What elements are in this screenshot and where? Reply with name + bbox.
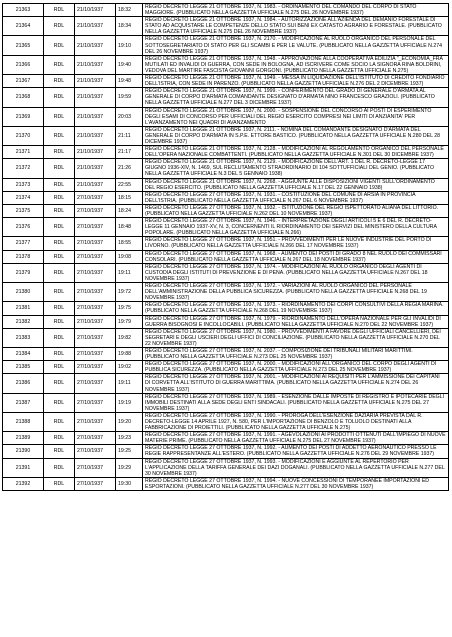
row-number: 21375 [3, 204, 44, 217]
act-date: 27/10/1937 [75, 477, 116, 490]
act-type: RDL [44, 477, 75, 490]
act-title: REGIO DECRETO LEGGE 21 OTTOBRE 1937, N. 2268. - AGGIUNTE ALLE DISPOSIZIONI VIGENTI SULL'ORDINAMENTO DEL REGIO ESERCITO. (PUBBLICATO NELLA GAZZETTA UFFICIALE N.17 DEL 22 GENNAIO 1938) [143, 178, 449, 191]
act-type: RDL [44, 445, 75, 458]
act-time: 21:17 [116, 146, 143, 159]
table-row [3, 55, 449, 74]
act-title: REGIO DECRETO LEGGE 21 OTTOBRE 1937, N. 2000. - SOSPENSIONE DEL CONCORSO AI POSTI DI ESPERIMENTO DEGLI ESAMI DI CONCORSO PER UFFICIALI DEL REGIO ESERCITO COMPRESI NEI LIMITI DI ANZIANITA' PER L'AVANZAMENTO NEI QUADRI DI AVANZAMENTO [143, 107, 449, 126]
act-type: RDL [44, 315, 75, 328]
act-date: 21/10/1937 [75, 146, 116, 159]
act-title: REGIO DECRETO LEGGE 21 OTTOBRE 1937, N. 1949. - MESSA IN LIQUIDAZIONE DELL'ISTITUTO DI CREDITO FONDIARIO DELL'ISTRIA, CON SEDE IN PARENZO. (PUBBLICATO NELLA GAZZETTA UFFICIALE N.276 DEL 2 DICEMBRE 1937) [143, 75, 449, 88]
row-number: 21381 [3, 302, 44, 315]
act-date: 21/10/1937 [75, 126, 116, 145]
act-title: REGIO DECRETO LEGGE 27 OTTOBRE 1937, N. 1968. - AUMENTO DEI POSTI DI GRADO 8 NEL RUOLO DEI COMMISSARI CONSOLARI. (PUBBLICATO NELLA GAZZETTA UFFICIALE N.267 DEL 18 NOVEMBRE 1937) [143, 250, 449, 263]
row-number: 21368 [3, 88, 44, 107]
table-row [3, 361, 449, 374]
act-date: 27/10/1937 [75, 204, 116, 217]
act-type: RDL [44, 328, 75, 347]
row-number: 21388 [3, 412, 44, 431]
row-number: 21384 [3, 347, 44, 360]
act-time: 22:55 [116, 178, 143, 191]
act-time: 18:48 [116, 218, 143, 237]
row-number: 21377 [3, 237, 44, 250]
row-number: 21374 [3, 191, 44, 204]
act-time: 19:19 [116, 393, 143, 412]
act-type: RDL [44, 374, 75, 393]
act-time: 19:82 [116, 328, 143, 347]
act-time: 19:08 [116, 250, 143, 263]
table-row [3, 107, 449, 126]
act-date: 27/10/1937 [75, 328, 116, 347]
table-row [3, 237, 449, 250]
act-date: 27/10/1937 [75, 445, 116, 458]
row-number: 21370 [3, 126, 44, 145]
act-type: RDL [44, 204, 75, 217]
table-row [3, 88, 449, 107]
act-type: RDL [44, 361, 75, 374]
act-title: REGIO DECRETO LEGGE 27 OTTOBRE 1937, N. 1946. - INTERPRETAZIONE DEGLI ARTICOLI 5 E 6 DEL R. DECRETO-LEGGE 11 GENNAIO 1937-XV, N. 3, CONCERNENTI IL RIORDINAMENTO DEI SERVIZI DEL MINISTERO DELLA CULTURA POPOLARE. (PUBBLICATO NELLA GAZZETTA UFFICIALE N.266) [143, 218, 449, 237]
act-type: RDL [44, 126, 75, 145]
row-number: 21387 [3, 393, 44, 412]
act-date: 27/10/1937 [75, 347, 116, 360]
act-time: 18:32 [116, 4, 143, 17]
act-title: REGIO DECRETO LEGGE 27 OTTOBRE 1937, N. 1992. - AUMENTO DEI POSTI DI ADDETTO AERONAUTICO PRESSO LE REGIE RAPPRESENTANZE ALL'ESTERO. (PUBBLICATO NELLA GAZZETTA UFFICIALE N.276 DEL 29 NOVEMBRE 1937) [143, 445, 449, 458]
table-row [3, 315, 449, 328]
row-number: 21392 [3, 477, 44, 490]
decree-register [2, 3, 449, 491]
act-date: 27/10/1937 [75, 302, 116, 315]
act-time: 21:11 [116, 126, 143, 145]
act-title: REGIO DECRETO LEGGE 21 OTTOBRE 1937, N. 2170. - MODIFICAZIONE AL RUOLO ORGANICO DEL PERSONALE DEL SOTTOSEGRETARIATO DI STATO PER GLI SCAMBI E PER LE VALUTE. (PUBBLICATO NELLA GAZZETTA UFFICIALE N.274 DEL 26 NOVEMBRE 1937) [143, 36, 449, 55]
act-title: REGIO DECRETO LEGGE 21 OTTOBRE 1937, N. 1983. - ORDINAMENTO DEL COMANDO DEL CORPO DI STATO MAGGIORE. (PUBBLICATO NELLA GAZZETTA UFFICIALE N.275 DEL 26 NOVEMBRE 1937) [143, 4, 449, 17]
row-number: 21389 [3, 432, 44, 445]
table-row [3, 17, 449, 36]
act-date: 21/10/1937 [75, 107, 116, 126]
act-time: 21:26 [116, 159, 143, 178]
table-row [3, 218, 449, 237]
act-title: REGIO DECRETO LEGGE 27 OTTOBRE 1937, N. 1979. - RIORDINAMENTO DELL'OPERA NAZIONALE PER GLI INVALIDI DI GUERRA BISOGNOSI E INCOLLOCABILI. (PUBBLICATO NELLA GAZZETTA UFFICIALE N.270 DEL 22 NOVEMBRE 1937) [143, 315, 449, 328]
act-title: REGIO DECRETO LEGGE 21 OTTOBRE 1937, N. 1948. - APPROVAZIONE ALLA COOPERATIVA EDILIZIA "_ECONOMIA_FRA MUTILATI ED INVALIDI DI GUERRA, CON SEDE IN BOLOGNA, AD ISCRIVERE COME SOCIO LA SIGNORA RINA BOLDRINI, VEDOVA DEL MARTIRE FASCISTA GIOVANNI GORGONI. (PUBBLICATO NELLA GAZZETTA UFFICIALE N.275) [143, 55, 449, 74]
table-row [3, 393, 449, 412]
act-type: RDL [44, 88, 75, 107]
act-date: 27/10/1937 [75, 191, 116, 204]
row-number: 21383 [3, 328, 44, 347]
act-type: RDL [44, 159, 75, 178]
act-type: RDL [44, 55, 75, 74]
row-number: 21367 [3, 75, 44, 88]
row-number: 21372 [3, 159, 44, 178]
act-time: 20:03 [116, 107, 143, 126]
row-number: 21378 [3, 250, 44, 263]
act-title: REGIO DECRETO LEGGE 27 OTTOBRE 1937, N. 1994. - NUOVE CONCESSIONI DI TEMPORANEE IMPORTAZIONI ED ESPORTAZIONI. (PUBBLICATO NELLA GAZZETTA UFFICIALE N.277 DEL 30 NOVEMBRE 1937) [143, 477, 449, 490]
table-row [3, 477, 449, 490]
act-type: RDL [44, 75, 75, 88]
table-row [3, 178, 449, 191]
act-title: REGIO DECRETO LEGGE 27 OTTOBRE 1937, N. 1980. - PROVVEDIMENTI A FAVORE DEGLI UFFICIALI CANCELLIERI, DEI SEGRETARI E DEGLI USCIERI DEGLI UFFICI DI CONCILIAZIONE. (PUBBLICATO NELLA GAZZETTA UFFICIALE N.270 DEL 22 NOVEMBRE 1937) [143, 328, 449, 347]
act-date: 21/10/1937 [75, 159, 116, 178]
act-type: RDL [44, 218, 75, 237]
table-row [3, 146, 449, 159]
act-date: 27/10/1937 [75, 263, 116, 282]
row-number: 21373 [3, 178, 44, 191]
act-title: REGIO DECRETO LEGGE 27 OTTOBRE 1937, N. 2001. - MODIFICAZIONI AI REQUISITI PER L'AMMISSIONE DEI CAPITANI DI CORVETTA ALL'ISTITUTO DI GUERRA MARITTIMA. (PUBBLICATO NELLA GAZZETTA UFFICIALE N.274 DEL 26 NOVEMBRE 1937) [143, 374, 449, 393]
table-row [3, 159, 449, 178]
act-title: REGIO DECRETO LEGGE 27 OTTOBRE 1937, N. 1974. - MODIFICAZIONI AL RUOLO ORGANICO DEGLI AGENTI DI CUSTODIA DEGLI ISTITUTI DI PREVENZIONE E DI PENA. (PUBBLICATO NELLA GAZZETTA UFFICIALE N.267 DEL 18 NOVEMBRE 1937) [143, 263, 449, 282]
act-date: 27/10/1937 [75, 283, 116, 302]
act-date: 27/10/1937 [75, 315, 116, 328]
act-time: 19:11 [116, 263, 143, 282]
act-type: RDL [44, 302, 75, 315]
act-time: 19:59 [116, 88, 143, 107]
act-time: 19:75 [116, 302, 143, 315]
act-type: RDL [44, 393, 75, 412]
act-date: 27/10/1937 [75, 237, 116, 250]
act-date: 27/10/1937 [75, 432, 116, 445]
act-time: 19:88 [116, 347, 143, 360]
act-date: 27/10/1937 [75, 458, 116, 477]
table-row [3, 432, 449, 445]
act-type: RDL [44, 17, 75, 36]
act-time: 19:23 [116, 432, 143, 445]
act-time: 19:40 [116, 55, 143, 74]
row-number: 21365 [3, 36, 44, 55]
act-title: REGIO DECRETO LEGGE 27 OTTOBRE 1937, N. 2000. - MODIFICAZIONI ALL'ORGANICO DEL CORPO DEGLI AGENTI DI PUBBLICA SICUREZZA. (PUBBLICATO NELLA GAZZETTA UFFICIALE N.273 DEL 25 NOVEMBRE 1937) [143, 361, 449, 374]
act-title: REGIO DECRETO LEGGE 27 OTTOBRE 1937, N. 1991. - AGEVOLAZIONI AI PRODOTTI OTTENUTI DALL'IMPIEGO DI NUOVE MATERIE PRIME. (PUBBLICATO NELLA GAZZETTA UFFICIALE N.275 DEL 27 NOVEMBRE 1937) [143, 432, 449, 445]
row-number: 21379 [3, 263, 44, 282]
act-type: RDL [44, 250, 75, 263]
act-time: 19:20 [116, 412, 143, 431]
act-date: 21/10/1937 [75, 36, 116, 55]
table-row [3, 412, 449, 431]
table-row [3, 347, 449, 360]
table-row [3, 75, 449, 88]
act-date: 27/10/1937 [75, 361, 116, 374]
act-type: RDL [44, 283, 75, 302]
table-row [3, 445, 449, 458]
act-date: 21/10/1937 [75, 55, 116, 74]
row-number: 21386 [3, 374, 44, 393]
act-date: 27/10/1937 [75, 393, 116, 412]
act-title: REGIO DECRETO LEGGE 27 OTTOBRE 1937, N. 1972. - VARIAZIONI AL RUOLO ORGANICO DEL PERSONALE DELL'AMMINISTRAZIONE DELLA PUBBLICA SICUREZZA. (PUBBLICATO NELLA GAZZETTA UFFICIALE N.268 DEL 19 NOVEMBRE 1937) [143, 283, 449, 302]
act-type: RDL [44, 107, 75, 126]
act-title: REGIO DECRETO LEGGE 27 OTTOBRE 1937, N. 1990. - PROROGA DELL'ESENZIONE DAZIARIA PREVISTA DAL R. DECRETO-LEGGE 14 APRILE 1927, N. 580, PER L'IMPORTAZIONE DI BENZOLO E TOLUOLO DESTINATI ALLA FABBRICAZIONE DI PROIETTILI. (PUBBLICATO NELLA GAZZETTA UFFICIALE N.275) [143, 412, 449, 431]
table-row [3, 191, 449, 204]
row-number: 21376 [3, 218, 44, 237]
act-type: RDL [44, 36, 75, 55]
act-type: RDL [44, 191, 75, 204]
act-type: RDL [44, 412, 75, 431]
act-title: REGIO DECRETO LEGGE 21 OTTOBRE 1937, N. 2128. - MODIFICAZIONI AL REGOLAMENTO ORGANICO DEL PERSONALE DELL'OPERA NAZIONALE COMBATTENTI. (PUBBLICATO NELLA GAZZETTA UFFICIALE N.301 DEL 30 DICEMBRE 1937) [143, 146, 449, 159]
act-time: 19:10 [116, 36, 143, 55]
act-title: REGIO DECRETO LEGGE 21 OTTOBRE 1937, N. 1999. - CONFERIMENTO DEL GRADO DI GENERALE D'ARMATA AL GENERALE DI CORPO D'ARMATA COMANDANTE DESIGNATO D'ARMATA NINO FRANCESCO GRAZIOLI. (PUBBLICATO NELLA GAZZETTA UFFICIALE N.277 DEL 3 DICEMBRE 1937) [143, 88, 449, 107]
act-date: 27/10/1937 [75, 412, 116, 431]
act-type: RDL [44, 263, 75, 282]
row-number: 21380 [3, 283, 44, 302]
act-date: 27/10/1937 [75, 250, 116, 263]
act-time: 19:25 [116, 445, 143, 458]
act-type: RDL [44, 146, 75, 159]
act-title: REGIO DECRETO LEGGE 27 OTTOBRE 1937, N. 1993. - MODIFICAZIONI E AGGIUNTE AL REPERTORIO PER L'APPLICAZIONE DELLA TARIFFA GENERALE DEI DAZI DOGANALI. (PUBBLICATO NELLA GAZZETTA UFFICIALE N.277 DEL 30 NOVEMBRE 1937) [143, 458, 449, 477]
act-type: RDL [44, 432, 75, 445]
act-title: REGIO DECRETO LEGGE 21 OTTOBRE 1937, N. 2129. - MODIFICAZIONE DELL'ART. 1 DEL R. DECRETO-LEGGE 17 GIUGNO 1936-XIV, N. 1469, SUL RECLUTAMENTO STRAORDINARIO DI 104 SOTTUFFICIALI DEL GENIO. (PUBBLICATO NELLA GAZZETTA UFFICIALE N.3 DEL 5 GENNAIO 1938) [143, 159, 449, 178]
row-number: 21385 [3, 361, 44, 374]
act-time: 19:30 [116, 477, 143, 490]
act-title: REGIO DECRETO LEGGE 21 OTTOBRE 1937, N. 2111. - NOMINA DEL COMANDANTE DESIGNATO D'ARMATA DEL GENERALE DI CORPO D'ARMATA IN S.P.E. ETTORE BASTICO. (PUBBLICATO NELLA GAZZETTA UFFICIALE N.280 DEL 28 DICEMBRE 1937) [143, 126, 449, 145]
act-time: 18:55 [116, 237, 143, 250]
act-time: 19:29 [116, 458, 143, 477]
act-time: 19:11 [116, 374, 143, 393]
table-row [3, 250, 449, 263]
act-title: REGIO DECRETO LEGGE 27 OTTOBRE 1937, N. 2037. - COMPOSIZIONE DEI TRIBUNALI MILITARI MARITTIMI. (PUBBLICATO NELLA GAZZETTA UFFICIALE N.273 DEL 25 NOVEMBRE 1937) [143, 347, 449, 360]
act-type: RDL [44, 4, 75, 17]
row-number: 21382 [3, 315, 44, 328]
decree-table [2, 3, 449, 491]
table-row [3, 458, 449, 477]
table-row [3, 126, 449, 145]
act-title: REGIO DECRETO LEGGE 27 OTTOBRE 1937, N. 1931. - COSTITUZIONE DEL COMUNE DI ARSIA IN PROVINCIA DELL'ISTRIA. (PUBBLICATO NELLA GAZZETTA UFFICIALE N.267 DEL 6 NOVEMBRE 1937) [143, 191, 449, 204]
act-time: 19:48 [116, 75, 143, 88]
row-number: 21363 [3, 4, 44, 17]
act-time: 18:34 [116, 17, 143, 36]
act-time: 18:24 [116, 204, 143, 217]
act-type: RDL [44, 458, 75, 477]
row-number: 21371 [3, 146, 44, 159]
act-time: 19:02 [116, 361, 143, 374]
table-row [3, 263, 449, 282]
act-title: REGIO DECRETO LEGGE 27 OTTOBRE 1937, N. 1989. - ESENZIONE DALLE IMPOSTE DI REGISTRO E IPOTECARIE DEGLI IMMOBILI DESTINATI ALLA SEDE DEGLI ENTI SINDACALI. (PUBBLICATO NELLA GAZZETTA UFFICIALE N.275 DEL 27 NOVEMBRE 1937) [143, 393, 449, 412]
table-row [3, 4, 449, 17]
row-number: 21391 [3, 458, 44, 477]
act-title: REGIO DECRETO LEGGE 21 OTTOBRE 1937, N. 1984. - AUTORIZZAZIONE ALL'AZIENDA DEL DEMANIO FORESTALE DI STATO AD ACQUISTARE LE COMPETENZE DELLO STATO SUI BENI EX CATASTO AGRARIO E FORESTALE. (PUBBLICATO NELLA GAZZETTA UFFICIALE N.275 DEL 26 NOVEMBRE 1937) [143, 17, 449, 36]
act-type: RDL [44, 178, 75, 191]
row-number: 21369 [3, 107, 44, 126]
act-date: 21/10/1937 [75, 4, 116, 17]
act-time: 19:79 [116, 315, 143, 328]
act-type: RDL [44, 237, 75, 250]
act-title: REGIO DECRETO LEGGE 27 OTTOBRE 1937, N. 1932. - ISTITUZIONE DEL REGIO ISPETTORATO ALIANA DEL LITTORIO. (PUBBLICATO NELLA GAZZETTA UFFICIALE N.262 DEL 10 NOVEMBRE 1937) [143, 204, 449, 217]
act-date: 27/10/1937 [75, 218, 116, 237]
table-row [3, 283, 449, 302]
row-number: 21364 [3, 17, 44, 36]
table-row [3, 374, 449, 393]
table-row [3, 328, 449, 347]
act-title: REGIO DECRETO LEGGE 27 OTTOBRE 1937, N. 1951. - PROVVEDIMENTI PER LE NUOVE INDUSTRIE DEL PORTO DI LIVORNO. (PUBBLICATO NELLA GAZZETTA UFFICIALE N.266 DEL 17 NOVEMBRE 1937) [143, 237, 449, 250]
table-row [3, 204, 449, 217]
act-date: 21/10/1937 [75, 17, 116, 36]
table-row [3, 302, 449, 315]
act-date: 21/10/1937 [75, 178, 116, 191]
act-title: REGIO DECRETO LEGGE 27 OTTOBRE 1937, N. 1973. - RIORDINAMENTO DEI CORPI CONSULTIVI DELLA REGIA MARINA. (PUBBLICATO NELLA GAZZETTA UFFICIALE N.268 DEL 19 NOVEMBRE 1937) [143, 302, 449, 315]
row-number: 21390 [3, 445, 44, 458]
table-row [3, 36, 449, 55]
row-number: 21366 [3, 55, 44, 74]
act-time: 18:15 [116, 191, 143, 204]
act-time: 19:72 [116, 283, 143, 302]
act-date: 27/10/1937 [75, 374, 116, 393]
act-date: 21/10/1937 [75, 88, 116, 107]
act-date: 21/10/1937 [75, 75, 116, 88]
act-type: RDL [44, 347, 75, 360]
